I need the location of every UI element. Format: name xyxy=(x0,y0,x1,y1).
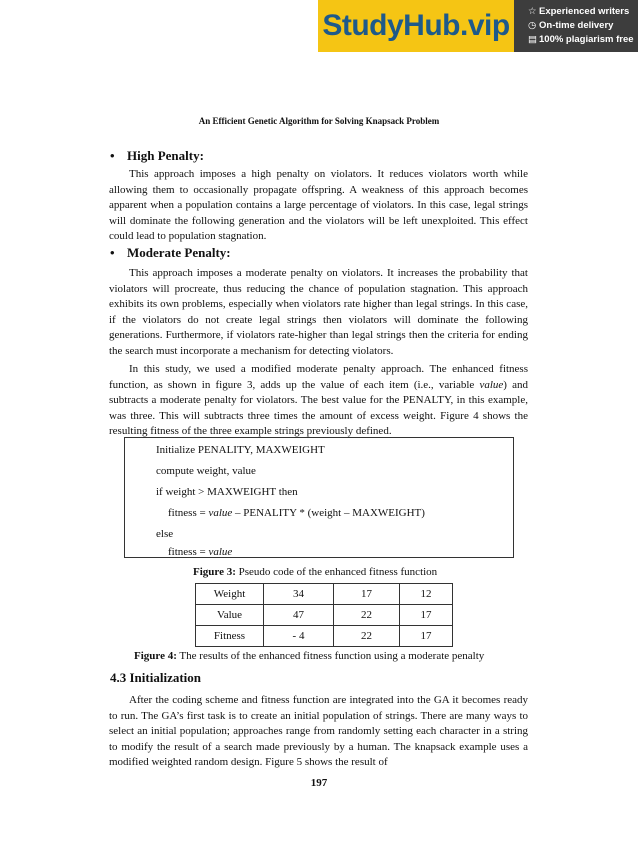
table-cell: 17 xyxy=(400,626,453,647)
code-line: fitness = value – PENALITY * (weight – MAXWEIGHT) xyxy=(168,507,425,519)
clock-icon: ◷ xyxy=(528,20,537,31)
feature-item xyxy=(528,19,638,33)
paragraph: This approach imposes a moderate penalty on violators. It increases the probability that violators will procreate, thus reducing the chance of population stagnation. This approach exhibits its own problems, especially when violators rate higher than legal strings. In this case, if the violators do not create legal strings then violators will dominate the following generations. Furthermore, if violators rate-higher than legal strings then the criteria for ending the search must incorporate a mechanism for detecting violators. xyxy=(109,267,528,357)
star-icon: ☆ xyxy=(528,6,537,17)
table-row xyxy=(196,626,453,647)
feature-list xyxy=(514,0,638,52)
variable-value: value xyxy=(479,378,504,391)
table-cell: 17 xyxy=(334,584,400,605)
table-cell: Value xyxy=(196,605,264,626)
code-line: else xyxy=(156,528,174,540)
results-table xyxy=(195,583,453,647)
table-cell: 22 xyxy=(334,626,400,647)
feature-label: 100% plagiarism free xyxy=(539,34,634,45)
section-heading: 4.3 Initialization xyxy=(110,670,202,685)
paragraph: After the coding scheme and fitness function are integrated into the GA it becomes ready to run. The GA’s first task is to create an initial population of strings. There are many ways to select an initial population; approaches range from randomly setting each character in a string to modify the result of a search made previously by a human. The knapsack example uses a modified weighted random design. Figure 5 shows the result of xyxy=(109,694,528,769)
moderate-penalty-heading: • Moderate Penalty: xyxy=(110,245,231,260)
table-cell: 47 xyxy=(264,605,334,626)
feature-item xyxy=(528,5,638,19)
section-body xyxy=(109,693,528,771)
paragraph: In this study, we used a modified moderate penalty approach. The enhanced fitness function, as shown in figure 3, adds up the value of each item (i.e., variable value) and subtracts a moderate penalty for violators. The best value for the PENALTY, in this example, was three. This will subtracts three times the amount of excess weight. Figure 4 shows the resulting fitness of the three example strings previously defined. xyxy=(109,363,528,438)
table-cell: Weight xyxy=(196,584,264,605)
running-head: An Efficient Genetic Algorithm for Solving Knapsack Problem xyxy=(198,116,440,126)
feature-label: Experienced writers xyxy=(539,6,630,17)
table-cell: - 4 xyxy=(264,626,334,647)
table-cell: 34 xyxy=(264,584,334,605)
table-row xyxy=(196,605,453,626)
high-penalty-heading: • High Penalty: xyxy=(110,148,204,163)
figure-3-caption: Figure 3: Pseudo code of the enhanced fitness function xyxy=(193,566,438,578)
figure-4-caption: Figure 4: The results of the enhanced fitness function using a moderate penalty xyxy=(134,650,485,662)
page-number: 197 xyxy=(310,777,328,789)
table-cell: 12 xyxy=(400,584,453,605)
high-penalty-body xyxy=(109,167,528,245)
table-cell: 17 xyxy=(400,605,453,626)
moderate-penalty-body xyxy=(109,266,528,360)
bullet-icon: • xyxy=(110,148,115,163)
document-icon: ▤ xyxy=(528,34,537,45)
pseudo-code-box xyxy=(124,437,514,558)
code-line: fitness = value xyxy=(168,546,233,558)
studyhub-logo[interactable]: StudyHub.vip xyxy=(318,0,514,52)
code-line: compute weight, value xyxy=(156,465,256,477)
code-line: if weight > MAXWEIGHT then xyxy=(156,486,298,498)
table-cell: Fitness xyxy=(196,626,264,647)
code-line: Initialize PENALITY, MAXWEIGHT xyxy=(156,444,325,456)
feature-label: On-time delivery xyxy=(539,20,614,31)
bullet-icon: • xyxy=(110,245,115,260)
paragraph: This approach imposes a high penalty on violators. It reduces violators worth while allowing them to occasionally propagate offspring. A weakness of this approach becomes apparent when a population contains a large percentage of violators. In this case, legal strings will dominate the following generation and the violators will be left unexploited. This effect could lead to population stagnation. xyxy=(109,168,528,243)
feature-item xyxy=(528,33,638,47)
promo-banner[interactable] xyxy=(318,0,638,52)
table-cell: 22 xyxy=(334,605,400,626)
study-body xyxy=(109,362,528,440)
table-row xyxy=(196,584,453,605)
